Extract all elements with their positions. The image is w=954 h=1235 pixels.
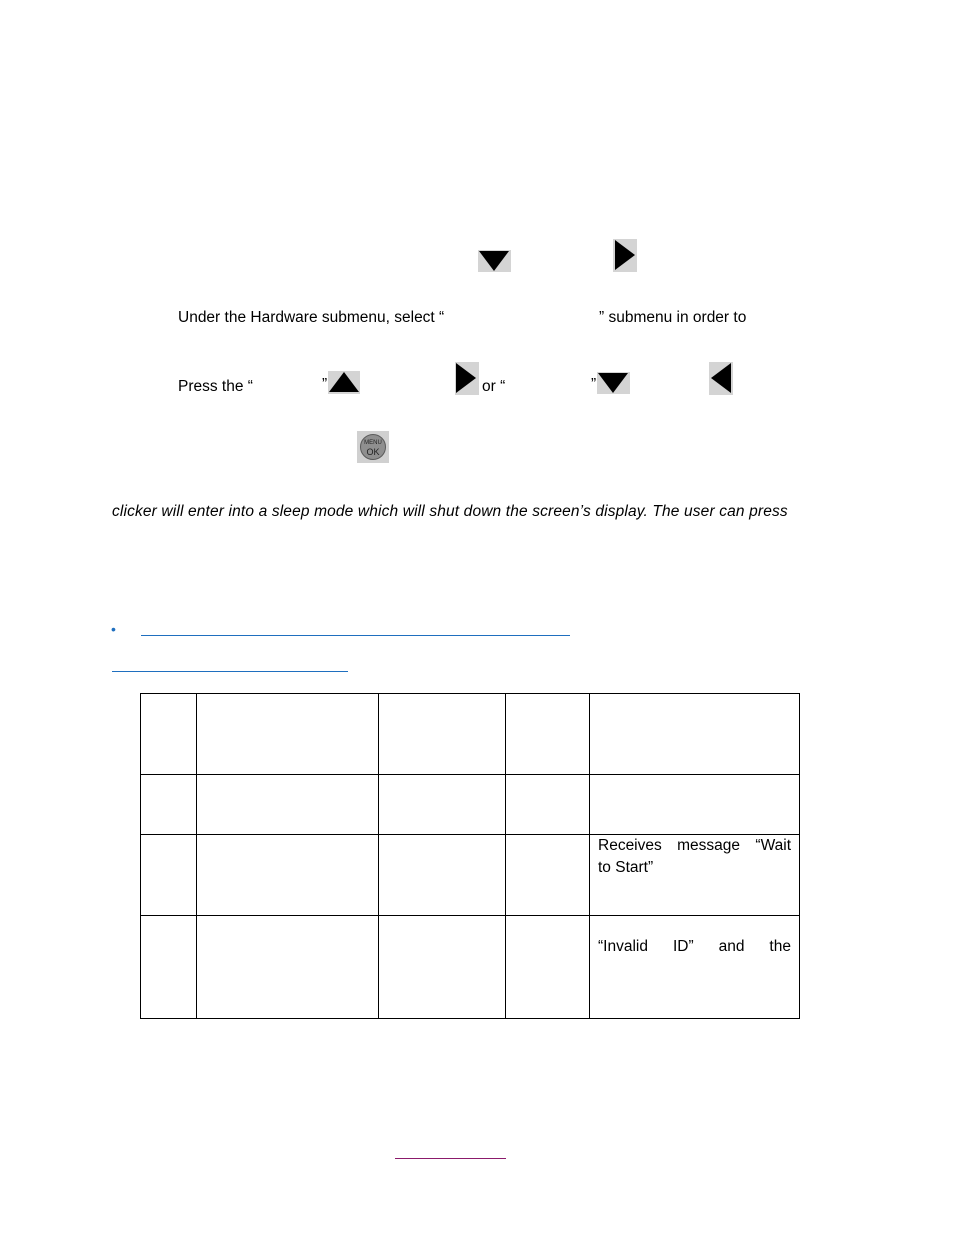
arrow-right-icon xyxy=(615,240,635,270)
word-invalid: “Invalid xyxy=(598,938,648,955)
table-cell xyxy=(590,694,800,775)
bullet-link[interactable] xyxy=(141,635,570,636)
arrow-right-icon-2 xyxy=(456,363,476,393)
table-row xyxy=(141,916,800,1019)
table-cell xyxy=(506,775,590,835)
table-cell xyxy=(141,916,197,1019)
arrow-left-icon-box xyxy=(709,362,733,395)
para-sleep-mode: clicker will enter into a sleep mode which will shut down the screen’s display. The user can press xyxy=(112,503,788,520)
word-id: ID” xyxy=(672,938,694,955)
para-hardware-part2: ” submenu in order to xyxy=(599,309,747,326)
menu-label: MENU xyxy=(364,440,382,446)
table-cell xyxy=(379,775,506,835)
table-cell xyxy=(197,916,379,1019)
invalid-id-text xyxy=(590,916,799,958)
table-row xyxy=(141,835,800,916)
table-row xyxy=(141,694,800,775)
arrow-down-icon-2 xyxy=(598,373,628,393)
menu-ok-circle xyxy=(360,434,386,460)
para-press-quote2: ” xyxy=(591,376,597,393)
table-cell xyxy=(197,775,379,835)
table-cell xyxy=(379,916,506,1019)
arrow-down-icon xyxy=(479,251,509,271)
table-cell xyxy=(506,916,590,1019)
menu-ok-button-icon xyxy=(357,431,389,463)
table-cell xyxy=(141,694,197,775)
para-press-quote1: ” xyxy=(322,376,328,393)
arrow-down-icon-box xyxy=(478,250,511,272)
table-cell xyxy=(197,835,379,916)
arrow-left-icon xyxy=(711,363,731,393)
para-hardware-part1: Under the Hardware submenu, select “ xyxy=(178,309,445,326)
para-press-part1: Press the “ xyxy=(178,378,253,395)
section-link[interactable] xyxy=(112,671,348,672)
data-table xyxy=(140,693,800,1019)
table-cell xyxy=(506,694,590,775)
para-press-or: or “ xyxy=(482,378,506,395)
bullet-marker: • xyxy=(111,621,116,637)
wait-to-start-text xyxy=(590,835,799,879)
arrow-up-icon xyxy=(329,372,359,392)
table-cell-message xyxy=(590,835,800,916)
table-cell xyxy=(379,694,506,775)
table-cell xyxy=(506,835,590,916)
arrow-right-icon-box-2 xyxy=(455,362,479,395)
arrow-up-icon-box xyxy=(328,371,360,394)
arrow-down-icon-box-2 xyxy=(597,372,630,394)
ok-label: OK xyxy=(366,447,380,457)
table-cell-message xyxy=(590,916,800,1019)
invalid-id-line xyxy=(598,936,791,958)
table-cell xyxy=(197,694,379,775)
table-cell xyxy=(590,775,800,835)
wait-line-1: Receives message “Wait xyxy=(598,837,791,854)
wait-line-2: to Start” xyxy=(598,859,654,876)
table-cell xyxy=(141,775,197,835)
word-the: the xyxy=(769,938,791,955)
arrow-right-icon-box xyxy=(613,239,637,272)
table-cell xyxy=(379,835,506,916)
table-cell xyxy=(141,835,197,916)
word-and: and xyxy=(718,938,745,955)
footer-link[interactable] xyxy=(395,1158,506,1159)
table-row xyxy=(141,775,800,835)
